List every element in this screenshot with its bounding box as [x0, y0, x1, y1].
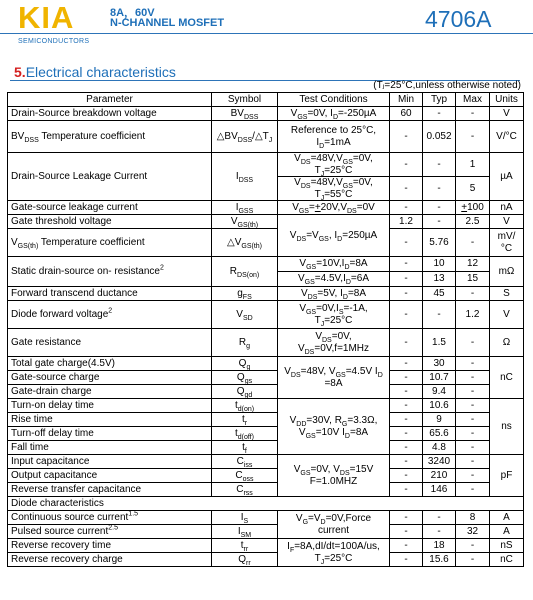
unit-cell: S [490, 287, 524, 301]
table-row [8, 497, 524, 511]
typ-cell: 0.052 [423, 121, 456, 153]
unit-cell: mV/°C [490, 229, 524, 257]
typ-cell: 10.7 [423, 371, 456, 385]
symbol-cell: $R_{DS(on)}$ [212, 257, 278, 287]
company-logo: KIA [18, 0, 75, 35]
min-cell: - [390, 455, 423, 469]
typ-cell: 10 [423, 257, 456, 272]
typ-cell: 9 [423, 413, 456, 427]
max-cell: 15 [456, 272, 490, 287]
symbol-cell: $Q_g$ [212, 357, 278, 371]
table-row [8, 441, 524, 455]
product-rating: 8A，60V [110, 7, 155, 19]
symbol-cell: $\triangle BV_{DSS}/\triangle T_J$ [212, 121, 278, 153]
condition-cell: $V_{DS}=48V,V_{GS}=0V$, $T_J=25^\circ C$ [278, 153, 390, 177]
max-cell: - [456, 329, 490, 357]
parameter-cell: Static drain-source on- resistance$^2$ [8, 257, 212, 287]
parameter-cell: Pulsed source current$^{2.5}$ [8, 525, 212, 539]
max-cell: - [456, 121, 490, 153]
parameter-cell: Input capacitance [8, 455, 212, 469]
min-cell: - [390, 287, 423, 301]
min-cell: - [390, 469, 423, 483]
min-cell: - [390, 121, 423, 153]
max-cell: 32 [456, 525, 490, 539]
column-header: Test Conditions [278, 93, 390, 107]
typ-cell: 3240 [423, 455, 456, 469]
symbol-cell: $V_{GS(th)}$ [212, 215, 278, 229]
max-cell: - [456, 385, 490, 399]
table-row [8, 455, 524, 469]
table-row [8, 257, 524, 272]
symbol-cell: $Q_{rr}$ [212, 553, 278, 567]
symbol-cell: $BV_{DSS}$ [212, 107, 278, 121]
unit-cell: A [490, 525, 524, 539]
parameter-cell: Gate threshold voltage [8, 215, 212, 229]
typ-cell: - [423, 215, 456, 229]
parameter-cell: Reverse recovery time [8, 539, 212, 553]
min-cell: - [390, 272, 423, 287]
symbol-cell: $t_{rr}$ [212, 539, 278, 553]
min-cell: - [390, 201, 423, 215]
table-row [8, 371, 524, 385]
parameter-cell: $BV_{DSS}$ Temperature coefficient [8, 121, 212, 153]
parameter-cell: Reverse transfer capacitance [8, 483, 212, 497]
max-cell: - [456, 539, 490, 553]
condition-cell: $V_{DD}=30V$, $R_G=3.3\Omega$, $V_{GS}=10V$ $I_D=8A$ [278, 399, 390, 455]
unit-cell: V [490, 301, 524, 329]
condition-cell: $V_{GS}=0V$, $V_{DS}=15V$ F=1.0MHZ [278, 455, 390, 497]
table-row [8, 413, 524, 427]
max-cell: - [456, 287, 490, 301]
symbol-cell: $I_{GSS}$ [212, 201, 278, 215]
symbol-cell: $C_{iss}$ [212, 455, 278, 469]
max-cell: - [456, 371, 490, 385]
symbol-cell: $t_r$ [212, 413, 278, 427]
column-header: Units [490, 93, 524, 107]
table-row [8, 153, 524, 177]
symbol-cell: $t_f$ [212, 441, 278, 455]
unit-cell: Ω [490, 329, 524, 357]
table-row [8, 121, 524, 153]
min-cell: - [390, 357, 423, 371]
parameter-cell: Gate-source leakage current [8, 201, 212, 215]
parameter-cell: Gate-source charge [8, 371, 212, 385]
parameter-cell: Drain-Source Leakage Current [8, 153, 212, 201]
min-cell: - [390, 511, 423, 525]
parameter-cell: Turn-on delay time [8, 399, 212, 413]
min-cell: - [390, 539, 423, 553]
symbol-cell: $C_{oss}$ [212, 469, 278, 483]
table-row [8, 201, 524, 215]
condition-cell: $V_{GS}=+20V,V_{DS}=0V$ [278, 201, 390, 215]
parameter-cell: Output capacitance [8, 469, 212, 483]
condition-cell: $V_{DS}=0V$, $V_{DS}=0V,f=1MHz$ [278, 329, 390, 357]
diode-section-header: Diode characteristics [8, 497, 524, 511]
table-row [8, 287, 524, 301]
condition-cell: Reference to 25°C, $I_D=1mA$ [278, 121, 390, 153]
typ-cell: 30 [423, 357, 456, 371]
parameter-cell: Rise time [8, 413, 212, 427]
parameter-cell: Fall time [8, 441, 212, 455]
symbol-cell: $C_{rss}$ [212, 483, 278, 497]
table-row [8, 357, 524, 371]
min-cell: - [390, 399, 423, 413]
typ-cell: 1.5 [423, 329, 456, 357]
typ-cell: 18 [423, 539, 456, 553]
table-row [8, 329, 524, 357]
symbol-cell: $g_{FS}$ [212, 287, 278, 301]
condition-cell: $V_{GS}=0V,I_S=-1A$, $T_J=25^\circ C$ [278, 301, 390, 329]
table-row [8, 399, 524, 413]
typ-cell: 146 [423, 483, 456, 497]
column-header: Symbol [212, 93, 278, 107]
typ-cell: 10.6 [423, 399, 456, 413]
typ-cell: 4.8 [423, 441, 456, 455]
section-title-text: Electrical characteristics [25, 64, 176, 80]
min-cell: - [390, 153, 423, 177]
max-cell: 1.2 [456, 301, 490, 329]
condition-cell: $V_{GS}=10V,I_D=8A$ [278, 257, 390, 272]
unit-cell: V [490, 215, 524, 229]
table-row [8, 483, 524, 497]
typ-cell: 45 [423, 287, 456, 301]
typ-cell: 5.76 [423, 229, 456, 257]
max-cell: - [456, 399, 490, 413]
parameter-cell: Turn-off delay time [8, 427, 212, 441]
max-cell: - [456, 441, 490, 455]
column-header: Min [390, 93, 423, 107]
table-row [8, 511, 524, 525]
parameter-cell: Gate resistance [8, 329, 212, 357]
column-header: Typ [423, 93, 456, 107]
max-cell: 1 [456, 153, 490, 177]
table-row [8, 427, 524, 441]
unit-cell: µA [490, 153, 524, 201]
unit-cell: A [490, 511, 524, 525]
symbol-cell: $Q_{gd}$ [212, 385, 278, 399]
typ-cell: - [423, 511, 456, 525]
max-cell: - [456, 427, 490, 441]
symbol-cell: $V_{SD}$ [212, 301, 278, 329]
table-row [8, 301, 524, 329]
max-cell: 12 [456, 257, 490, 272]
min-cell: - [390, 385, 423, 399]
parameter-cell: Forward transcend ductance [8, 287, 212, 301]
min-cell: - [390, 413, 423, 427]
table-row [8, 525, 524, 539]
table-row [8, 469, 524, 483]
condition-note: (Tⱼ=25°C,unless otherwise noted) [373, 80, 521, 91]
page-header [0, 0, 533, 52]
max-cell: - [456, 357, 490, 371]
parameter-cell: $V_{GS(th)}$ Temperature coefficient [8, 229, 212, 257]
symbol-cell: $\triangle V_{GS(th)}$ [212, 229, 278, 257]
min-cell: - [390, 553, 423, 567]
symbol-cell: $t_{d(off)}$ [212, 427, 278, 441]
unit-cell: V/°C [490, 121, 524, 153]
section-title [14, 64, 176, 80]
column-header: Parameter [8, 93, 212, 107]
part-number: 4706A [425, 6, 492, 32]
typ-cell: 13 [423, 272, 456, 287]
max-cell: - [456, 413, 490, 427]
min-cell: - [390, 427, 423, 441]
min-cell: 1.2 [390, 215, 423, 229]
condition-cell: $V_{DS}=48V$, $V_{GS}=4.5V$ $I_D =8A$ [278, 357, 390, 399]
unit-cell: nS [490, 539, 524, 553]
table-row [8, 385, 524, 399]
parameter-cell: Drain-Source breakdown voltage [8, 107, 212, 121]
unit-cell: ns [490, 399, 524, 455]
typ-cell: 65.6 [423, 427, 456, 441]
column-header: Max [456, 93, 490, 107]
min-cell: - [390, 329, 423, 357]
condition-cell: $I_F=8A,dI/dt=100A/us$, $T_J=25^\circ C$ [278, 539, 390, 567]
min-cell: - [390, 441, 423, 455]
typ-cell: - [423, 153, 456, 177]
min-cell: - [390, 525, 423, 539]
condition-cell: $V_G=V_D=0V,Force$ current [278, 511, 390, 539]
condition-cell: $V_{GS}=0V$, $I_D=-250\mu A$ [278, 107, 390, 121]
unit-cell: nC [490, 357, 524, 399]
typ-cell: 9.4 [423, 385, 456, 399]
max-cell: - [456, 483, 490, 497]
unit-cell: V [490, 107, 524, 121]
min-cell: - [390, 371, 423, 385]
min-cell: - [390, 257, 423, 272]
symbol-cell: $R_g$ [212, 329, 278, 357]
header-divider [0, 33, 533, 34]
condition-cell: $V_{DS}=5V$, $I_D=8A$ [278, 287, 390, 301]
symbol-cell: $I_{SM}$ [212, 525, 278, 539]
section-number: 5. [14, 64, 26, 80]
symbol-cell: $I_S$ [212, 511, 278, 525]
max-cell: - [456, 229, 490, 257]
symbol-cell: $t_{d(on)}$ [212, 399, 278, 413]
max-cell: - [456, 107, 490, 121]
table-row [8, 215, 524, 229]
product-type: N-CHANNEL MOSFET [110, 17, 225, 29]
max-cell: 2.5 [456, 215, 490, 229]
electrical-characteristics-table [7, 92, 524, 567]
table-row [8, 229, 524, 257]
typ-cell: - [423, 177, 456, 201]
table-row [8, 539, 524, 553]
typ-cell: 210 [423, 469, 456, 483]
min-cell: - [390, 483, 423, 497]
min-cell: - [390, 301, 423, 329]
table-row [8, 93, 524, 107]
unit-cell: pF [490, 455, 524, 497]
condition-cell: $V_{DS}=48V,V_{GS}=0V$, $T_J=55^\circ C$ [278, 177, 390, 201]
symbol-cell: $Q_{gs}$ [212, 371, 278, 385]
table-row [8, 553, 524, 567]
unit-cell: nC [490, 553, 524, 567]
parameter-cell: Reverse recovery charge [8, 553, 212, 567]
parameter-cell: Gate-drain charge [8, 385, 212, 399]
logo-subtitle: SEMICONDUCTORS [18, 38, 90, 45]
max-cell: - [456, 469, 490, 483]
typ-cell: - [423, 525, 456, 539]
max-cell: - [456, 553, 490, 567]
symbol-cell: $I_{DSS}$ [212, 153, 278, 201]
max-cell: - [456, 455, 490, 469]
max-cell: 5 [456, 177, 490, 201]
parameter-cell: Continuous source current$^{1.5}$ [8, 511, 212, 525]
parameter-cell: Total gate charge(4.5V) [8, 357, 212, 371]
unit-cell: nA [490, 201, 524, 215]
condition-cell: $V_{DS}=V_{GS}$, $I_D=250\mu A$ [278, 215, 390, 257]
unit-cell: mΩ [490, 257, 524, 287]
table-row [8, 107, 524, 121]
min-cell: - [390, 177, 423, 201]
min-cell: 60 [390, 107, 423, 121]
typ-cell: - [423, 107, 456, 121]
min-cell: - [390, 229, 423, 257]
max-cell: 8 [456, 511, 490, 525]
parameter-cell: Diode forward voltage$^2$ [8, 301, 212, 329]
max-cell: +100 [456, 201, 490, 215]
typ-cell: 15.6 [423, 553, 456, 567]
typ-cell: - [423, 201, 456, 215]
typ-cell: - [423, 301, 456, 329]
condition-cell: $V_{GS}=4.5V,I_D=6A$ [278, 272, 390, 287]
